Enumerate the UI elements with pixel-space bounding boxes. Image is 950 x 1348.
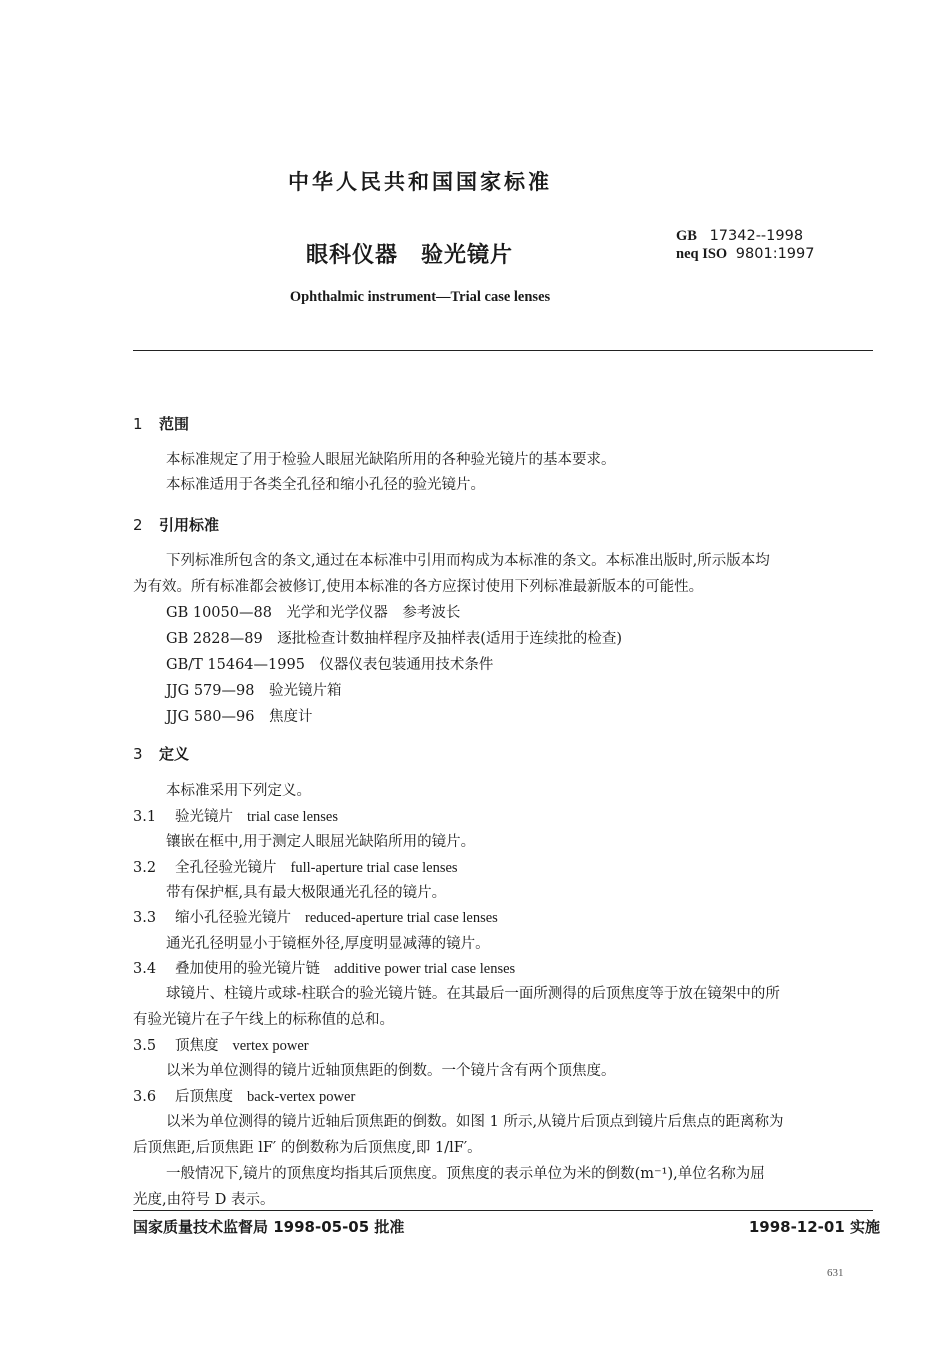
reference-item: GB 2828—89 逐批检查计数抽样程序及抽样表(适用于连续批的检查) xyxy=(166,631,623,647)
section-number: 2 xyxy=(133,516,143,534)
reference-item: JJG 580—96 焦度计 xyxy=(166,709,313,725)
reference-item: GB/T 15464—1995 仪器仪表包装通用技术条件 xyxy=(166,657,494,673)
term-en: reduced-aperture trial case lenses xyxy=(305,910,498,926)
approval-line: 国家质量技术监督局 1998-05-05 批准 xyxy=(133,1218,405,1236)
term-cn: 全孔径验光镜片 xyxy=(175,860,277,876)
definition-3-6-term xyxy=(133,1085,355,1106)
definition-3-4-term xyxy=(133,957,515,978)
definition-3-3-term xyxy=(133,906,498,927)
definition-3-2-term xyxy=(133,856,458,877)
section-title: 范围 xyxy=(159,415,190,433)
definition-3-5-term xyxy=(133,1034,309,1055)
definition-3-4-text-line-1: 球镜片、柱镜片或球-柱联合的验光镜片链。在其最后一面所测得的后顶焦度等于放在镜架中的所 xyxy=(166,986,780,1002)
section-title: 引用标准 xyxy=(159,516,220,534)
clause-number: 3.5 xyxy=(133,1038,157,1054)
gb-number-line xyxy=(676,227,815,245)
section-1-heading xyxy=(133,413,189,434)
term-en: full-aperture trial case lenses xyxy=(290,860,458,876)
definition-3-3-text: 通光孔径明显小于镜框外径,厚度明显减薄的镜片。 xyxy=(166,936,490,952)
clause-number: 3.4 xyxy=(133,961,157,977)
standard-title-cn: 眼科仪器 验光镜片 xyxy=(306,243,514,268)
standard-title-en: Ophthalmic instrument—Trial case lenses xyxy=(289,289,551,305)
footer-divider xyxy=(133,1210,873,1211)
reference-item: GB 10050—88 光学和光学仪器 参考波长 xyxy=(166,605,461,621)
section-1-paragraph-1: 本标准规定了用于检验人眼屈光缺陷所用的各种验光镜片的基本要求。 xyxy=(166,452,616,468)
term-en: additive power trial case lenses xyxy=(334,961,516,977)
section-3-heading xyxy=(133,743,189,764)
section-number: 1 xyxy=(133,415,143,433)
definition-3-6-note-line-2: 光度,由符号 D 表示。 xyxy=(133,1192,275,1208)
section-2-heading xyxy=(133,514,219,535)
standard-number-block xyxy=(676,227,815,263)
definition-3-6-note-line-1: 一般情况下,镜片的顶焦度均指其后顶焦度。顶焦度的表示单位为米的倒数(m⁻¹),单位名称为屈 xyxy=(166,1166,765,1182)
term-en: back-vertex power xyxy=(247,1089,356,1105)
section-2-paragraph-line-1: 下列标准所包含的条文,通过在本标准中引用而构成为本标准的条文。本标准出版时,所示版本均 xyxy=(166,553,770,569)
term-cn: 缩小孔径验光镜片 xyxy=(175,910,291,926)
definition-3-6-text-line-1: 以米为单位测得的镜片近轴后顶焦距的倒数。如图 1 所示,从镜片后顶点到镜片后焦点的距离称为 xyxy=(166,1114,784,1130)
section-2-paragraph-line-2: 为有效。所有标准都会被修订,使用本标准的各方应探讨使用下列标准最新版本的可能性。 xyxy=(133,579,704,595)
neq-number: 9801:1997 xyxy=(735,246,815,262)
definition-3-2-text: 带有保护框,具有最大极限通光孔径的镜片。 xyxy=(166,885,447,901)
national-standard-heading: 中华人民共和国国家标准 xyxy=(288,170,552,194)
term-cn: 叠加使用的验光镜片链 xyxy=(175,961,320,977)
gb-number: 17342--1998 xyxy=(709,228,804,244)
definition-3-1-text: 镶嵌在框中,用于测定人眼屈光缺陷所用的镜片。 xyxy=(166,834,476,850)
section-1-paragraph-2: 本标准适用于各类全孔径和缩小孔径的验光镜片。 xyxy=(166,477,485,493)
clause-number: 3.1 xyxy=(133,809,157,825)
neq-number-line xyxy=(676,245,815,263)
clause-number: 3.2 xyxy=(133,860,157,876)
definition-3-5-text: 以米为单位测得的镜片近轴顶焦距的倒数。一个镜片含有两个顶焦度。 xyxy=(166,1063,616,1079)
term-cn: 顶焦度 xyxy=(175,1038,219,1054)
definition-3-1-term xyxy=(133,805,338,826)
reference-item: JJG 579—98 验光镜片箱 xyxy=(166,683,342,699)
term-cn: 后顶焦度 xyxy=(175,1089,233,1105)
definition-3-6-text-line-2: 后顶焦距,后顶焦距 lF′ 的倒数称为后顶焦度,即 1/lF′。 xyxy=(133,1140,482,1156)
implementation-date: 1998-12-01 实施 xyxy=(748,1218,880,1236)
gb-label: GB xyxy=(676,228,697,244)
term-cn: 验光镜片 xyxy=(175,809,233,825)
clause-number: 3.3 xyxy=(133,910,157,926)
page-number: 631 xyxy=(827,1267,844,1279)
section-3-intro: 本标准采用下列定义。 xyxy=(166,783,311,799)
clause-number: 3.6 xyxy=(133,1089,157,1105)
header-divider xyxy=(133,350,873,351)
section-title: 定义 xyxy=(159,745,190,763)
definition-3-4-text-line-2: 有验光镜片在子午线上的标称值的总和。 xyxy=(133,1012,394,1028)
neq-label: neq ISO xyxy=(676,246,728,262)
section-number: 3 xyxy=(133,745,143,763)
term-en: trial case lenses xyxy=(247,809,338,825)
term-en: vertex power xyxy=(232,1038,309,1054)
